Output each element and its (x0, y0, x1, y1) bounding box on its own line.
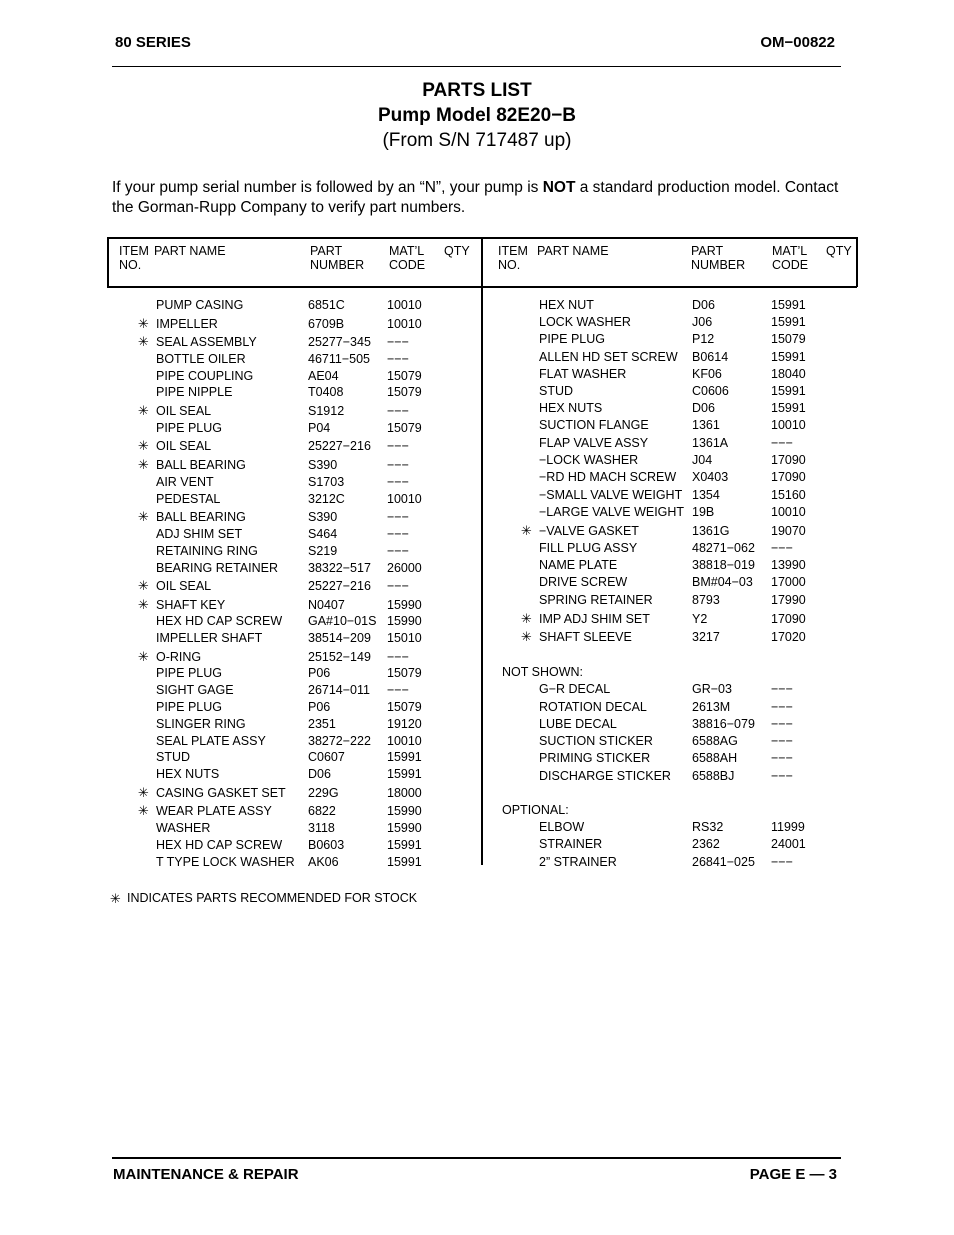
material-code: 15010 (387, 631, 422, 645)
part-name: STRAINER (539, 837, 603, 851)
material-code: 15991 (387, 750, 422, 764)
col-no-header: NO. (119, 258, 142, 272)
part-number: 1361G (692, 524, 730, 538)
part-number: 25227−216 (308, 439, 371, 453)
col-matl-header: MAT’L (772, 244, 808, 258)
material-code: −−− (387, 475, 409, 489)
part-name: HEX NUTS (156, 767, 220, 781)
part-number: 46711−505 (308, 352, 370, 366)
material-code: 15079 (387, 421, 422, 435)
part-number: AK06 (308, 855, 339, 869)
part-number: X0403 (692, 470, 729, 484)
part-number: 25277−345 (308, 335, 371, 349)
part-number: 19B (692, 505, 715, 519)
part-name: PIPE COUPLING (156, 369, 254, 383)
asterisk-icon: ✳ (138, 509, 149, 524)
part-name: PIPE NIPPLE (156, 385, 233, 399)
material-code: −−− (771, 682, 793, 696)
part-name: RETAINING RING (156, 544, 258, 558)
material-code: 15990 (387, 804, 422, 818)
material-code: 10010 (387, 317, 422, 331)
part-name: O-RING (156, 650, 202, 664)
part-number: 2613M (692, 700, 731, 714)
material-code: 15990 (387, 598, 422, 612)
part-number: D06 (692, 401, 715, 415)
part-number: 1361A (692, 436, 729, 450)
footer-rule (112, 1157, 841, 1159)
material-code: 18000 (387, 786, 422, 800)
part-name: LUBE DECAL (539, 717, 617, 731)
part-number: D06 (692, 298, 715, 312)
part-number: 8793 (692, 593, 720, 607)
material-code: 11999 (771, 820, 805, 834)
part-name: SEAL PLATE ASSY (156, 734, 266, 748)
material-code: −−− (771, 769, 793, 783)
part-name: SPRING RETAINER (539, 593, 653, 607)
part-number: C0607 (308, 750, 345, 764)
material-code: 15991 (771, 384, 806, 398)
material-code: 10010 (387, 492, 422, 506)
col-qty-header: QTY (444, 244, 470, 258)
part-number: S390 (308, 458, 338, 472)
material-code: −−− (387, 579, 409, 593)
part-name: SHAFT KEY (156, 598, 226, 612)
asterisk-icon: ✳ (138, 457, 149, 472)
part-name: PUMP CASING (156, 298, 244, 312)
part-name: PIPE PLUG (156, 421, 222, 435)
part-number: 3118 (308, 821, 335, 835)
material-code: 15079 (771, 332, 806, 346)
part-number: 38272−222 (308, 734, 371, 748)
material-code: −−− (387, 650, 409, 664)
part-number: AE04 (308, 369, 339, 383)
footer-page: PAGE E — 3 (749, 1166, 837, 1183)
part-name: PEDESTAL (156, 492, 221, 506)
asterisk-icon: ✳ (138, 649, 149, 664)
col-number-header: NUMBER (691, 258, 746, 272)
part-number: 38322−517 (308, 561, 371, 575)
part-number: RS32 (692, 820, 724, 834)
part-number: S1912 (308, 404, 345, 418)
col-no-header: NO. (498, 258, 521, 272)
part-name: BALL BEARING (156, 458, 246, 472)
intro-emphasis: NOT (542, 179, 576, 196)
material-code: 17090 (771, 470, 806, 484)
part-name: LOCK WASHER (539, 315, 631, 329)
material-code: 15991 (387, 855, 422, 869)
part-name: SUCTION FLANGE (539, 418, 649, 432)
col-code-header: CODE (772, 258, 809, 272)
asterisk-icon: ✳ (138, 316, 149, 331)
material-code: 19120 (387, 717, 422, 731)
col-item-header: ITEM (119, 244, 149, 258)
model-title: Pump Model 82E20−B (378, 105, 576, 126)
part-number: 6588BJ (692, 769, 735, 783)
part-name: FLAP VALVE ASSY (539, 436, 649, 450)
part-name: G−R DECAL (539, 682, 611, 696)
part-number: T0408 (308, 385, 344, 399)
material-code: −−− (771, 717, 793, 731)
material-code: 10010 (387, 298, 422, 312)
part-number: S390 (308, 510, 338, 524)
part-name: HEX HD CAP SCREW (156, 614, 283, 628)
asterisk-icon: ✳ (138, 438, 149, 453)
part-number: BM#04−03 (692, 575, 753, 589)
part-number: 6851C (308, 298, 345, 312)
optional-heading: OPTIONAL: (502, 803, 569, 817)
part-number: P06 (308, 700, 331, 714)
asterisk-icon: ✳ (138, 803, 149, 818)
part-number: 6588AG (692, 734, 738, 748)
part-name: ALLEN HD SET SCREW (539, 350, 678, 364)
part-number: 6588AH (692, 751, 738, 765)
part-number: 3212C (308, 492, 345, 506)
part-number: B0603 (308, 838, 345, 852)
doc-number: OM−00822 (760, 34, 835, 51)
material-code: 15991 (387, 838, 422, 852)
series-label: 80 SERIES (115, 34, 191, 51)
part-name: PIPE PLUG (539, 332, 605, 346)
part-name: STUD (539, 384, 574, 398)
part-number: GA#10−01S (308, 614, 377, 628)
part-number: N0407 (308, 598, 345, 612)
col-item-header: ITEM (498, 244, 528, 258)
table-left-border (107, 237, 109, 287)
part-number: B0614 (692, 350, 729, 364)
part-name: SLINGER RING (156, 717, 246, 731)
material-code: −−− (771, 751, 793, 765)
part-name: WASHER (156, 821, 211, 835)
asterisk-icon: ✳ (138, 597, 149, 612)
part-name: CASING GASKET SET (156, 786, 286, 800)
part-name: IMPELLER (156, 317, 218, 331)
part-name: BALL BEARING (156, 510, 246, 524)
not-shown-heading: NOT SHOWN: (502, 665, 584, 679)
part-name: DRIVE SCREW (539, 575, 628, 589)
material-code: 15079 (387, 385, 422, 399)
part-number: P06 (308, 666, 331, 680)
part-name: PIPE PLUG (156, 666, 222, 680)
asterisk-icon: ✳ (138, 785, 149, 800)
part-number: S464 (308, 527, 338, 541)
material-code: 15991 (771, 315, 806, 329)
material-code: 15079 (387, 369, 422, 383)
material-code: −−− (771, 700, 793, 714)
part-name: ROTATION DECAL (539, 700, 647, 714)
part-number: KF06 (692, 367, 722, 381)
material-code: 26000 (387, 561, 422, 575)
material-code: −−− (387, 683, 409, 697)
col-part-name-header: PART NAME (537, 244, 609, 258)
material-code: −−− (771, 541, 793, 555)
footnote-text: INDICATES PARTS RECOMMENDED FOR STOCK (127, 891, 418, 905)
material-code: 10010 (771, 505, 806, 519)
material-code: −−− (387, 510, 409, 524)
part-name: 2” STRAINER (539, 855, 617, 869)
part-name: OIL SEAL (156, 404, 212, 418)
col-code-header: CODE (389, 258, 426, 272)
part-number: 229G (308, 786, 339, 800)
material-code: 17000 (771, 575, 806, 589)
part-number: 3217 (692, 630, 720, 644)
part-number: GR−03 (692, 682, 732, 696)
part-number: 26841−025 (692, 855, 755, 869)
part-number: D06 (308, 767, 331, 781)
part-name: IMPELLER SHAFT (156, 631, 263, 645)
part-name: HEX NUT (539, 298, 594, 312)
part-name: HEX NUTS (539, 401, 603, 415)
material-code: 17090 (771, 612, 806, 626)
part-name: FILL PLUG ASSY (539, 541, 638, 555)
part-number: Y2 (692, 612, 708, 626)
page-title: PARTS LIST (422, 80, 532, 101)
material-code: 15079 (387, 700, 422, 714)
col-number-header: NUMBER (310, 258, 365, 272)
part-number: 1354 (692, 488, 720, 502)
part-number: 38816−079 (692, 717, 755, 731)
part-number: S219 (308, 544, 338, 558)
asterisk-icon: ✳ (521, 629, 532, 644)
part-number: 6709B (308, 317, 345, 331)
material-code: 15991 (771, 401, 806, 415)
material-code: 24001 (771, 837, 806, 851)
part-number: 38514−209 (308, 631, 371, 645)
part-name: PRIMING STICKER (539, 751, 651, 765)
material-code: −−− (771, 855, 793, 869)
asterisk-icon: ✳ (521, 523, 532, 538)
material-code: −−− (387, 458, 409, 472)
material-code: −−− (771, 734, 793, 748)
part-number: 2362 (692, 837, 720, 851)
asterisk-icon: ✳ (110, 891, 121, 906)
col-matl-header: MAT’L (389, 244, 425, 258)
part-number: S1703 (308, 475, 345, 489)
part-name: ADJ SHIM SET (156, 527, 243, 541)
material-code: −−− (387, 544, 409, 558)
material-code: 15991 (771, 298, 806, 312)
serial-range: (From S/N 717487 up) (382, 130, 572, 151)
part-number: P04 (308, 421, 331, 435)
part-name: −SMALL VALVE WEIGHT (539, 488, 683, 502)
part-name: SEAL ASSEMBLY (156, 335, 257, 349)
part-name: STUD (156, 750, 191, 764)
material-code: 10010 (387, 734, 422, 748)
material-code: −−− (387, 527, 409, 541)
col-part-header: PART (310, 244, 343, 258)
part-number: 48271−062 (692, 541, 755, 555)
part-number: 25152−149 (308, 650, 371, 664)
material-code: 10010 (771, 418, 806, 432)
part-name: AIR VENT (156, 475, 214, 489)
material-code: 17020 (771, 630, 806, 644)
part-name: FLAT WASHER (539, 367, 627, 381)
part-name: SUCTION STICKER (539, 734, 653, 748)
part-name: OIL SEAL (156, 579, 212, 593)
material-code: 13990 (771, 558, 806, 572)
asterisk-icon: ✳ (138, 578, 149, 593)
part-name: PIPE PLUG (156, 700, 222, 714)
material-code: 17990 (771, 593, 806, 607)
material-code: 15991 (771, 350, 806, 364)
part-number: 25227−216 (308, 579, 371, 593)
table-center-divider (481, 237, 483, 865)
material-code: −−− (387, 352, 409, 366)
part-name: DISCHARGE STICKER (539, 769, 671, 783)
part-name: BEARING RETAINER (156, 561, 279, 575)
asterisk-icon: ✳ (138, 334, 149, 349)
part-number: J04 (692, 453, 713, 467)
col-part-header: PART (691, 244, 724, 258)
material-code: 15079 (387, 666, 422, 680)
asterisk-icon: ✳ (138, 403, 149, 418)
part-number: 26714−011 (308, 683, 370, 697)
col-qty-header: QTY (826, 244, 852, 258)
part-name: HEX HD CAP SCREW (156, 838, 283, 852)
part-name: −VALVE GASKET (539, 524, 639, 538)
part-name: NAME PLATE (539, 558, 618, 572)
part-name: ELBOW (539, 820, 585, 834)
material-code: 19070 (771, 524, 806, 538)
part-name: SIGHT GAGE (156, 683, 234, 697)
material-code: −−− (387, 404, 409, 418)
part-name: −LOCK WASHER (539, 453, 639, 467)
part-name: −LARGE VALVE WEIGHT (539, 505, 685, 519)
material-code: −−− (771, 436, 793, 450)
intro-paragraph: If your pump serial number is followed by an “N”, your pump is NOT a standard production model. Contact the Gorman-Rupp Company to verify part numbers. (112, 179, 839, 216)
material-code: 15160 (771, 488, 806, 502)
part-name: OIL SEAL (156, 439, 212, 453)
part-number: P12 (692, 332, 715, 346)
part-name: IMP ADJ SHIM SET (539, 612, 650, 626)
part-number: 38818−019 (692, 558, 755, 572)
col-part-name-header: PART NAME (154, 244, 226, 258)
material-code: 15990 (387, 614, 422, 628)
material-code: −−− (387, 335, 409, 349)
part-number: C0606 (692, 384, 729, 398)
part-number: 6822 (308, 804, 336, 818)
material-code: 17090 (771, 453, 806, 467)
part-name: BOTTLE OILER (156, 352, 246, 366)
material-code: −−− (387, 439, 409, 453)
footer-section: MAINTENANCE & REPAIR (113, 1166, 299, 1183)
part-name: T TYPE LOCK WASHER (156, 855, 295, 869)
material-code: 15991 (387, 767, 422, 781)
part-name: SHAFT SLEEVE (539, 630, 632, 644)
part-number: 2351 (308, 717, 336, 731)
part-number: J06 (692, 315, 713, 329)
material-code: 15990 (387, 821, 422, 835)
part-name: WEAR PLATE ASSY (156, 804, 272, 818)
part-name: −RD HD MACH SCREW (539, 470, 677, 484)
part-number: 1361 (692, 418, 720, 432)
material-code: 18040 (771, 367, 806, 381)
asterisk-icon: ✳ (521, 611, 532, 626)
table-right-border (856, 237, 858, 287)
